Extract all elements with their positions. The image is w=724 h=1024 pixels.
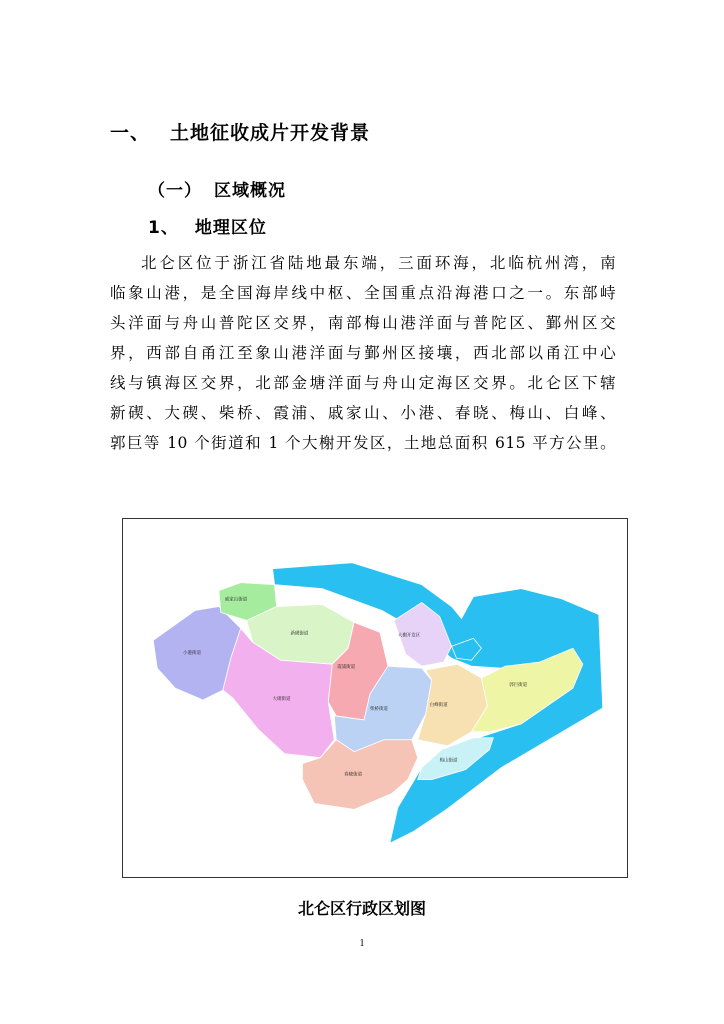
label-qijiashan: 戚家山街道 <box>224 597 248 603</box>
label-baifeng: 白峰街道 <box>429 702 448 708</box>
label-xiaogang: 小港街道 <box>183 651 201 657</box>
subsection-title: 区域概况 <box>214 181 286 201</box>
district-map-svg <box>123 519 627 877</box>
subsection-heading <box>148 176 286 201</box>
paragraph-line: 北仑区位于浙江省陆地最东端，三面环海，北临杭州湾，南 <box>141 254 616 272</box>
label-meishan: 梅山街道 <box>439 758 458 764</box>
label-daqi: 大碶街道 <box>272 696 291 702</box>
subsection-number: （一） <box>148 181 202 201</box>
paragraph-line: 头洋面与舟山普陀区交界，南部梅山港洋面与普陀区、鄞州区交 <box>110 314 616 332</box>
body-paragraph <box>110 248 616 458</box>
label-daxie: 大榭开发区 <box>397 633 421 639</box>
label-guju: 郭巨街道 <box>509 683 528 689</box>
paragraph-line: 临象山港，是全国海岸线中枢、全国重点沿海港口之一。东部峙 <box>110 284 616 302</box>
label-chunxiao: 春晓街道 <box>344 772 363 778</box>
subsubsection-title: 地理区位 <box>194 218 267 238</box>
label-chaiqiao: 柴桥街道 <box>370 706 388 712</box>
paragraph-line: 新碶、大碶、柴桥、霞浦、戚家山、小港、春晓、梅山、白峰、 <box>110 404 616 422</box>
subsubsection-heading <box>148 213 267 238</box>
paragraph-line: 线与镇海区交界，北部金塘洋面与舟山定海区交界。北仑区下辖 <box>110 374 616 392</box>
section-heading <box>110 118 370 145</box>
label-xinqi: 新碶街道 <box>290 631 309 637</box>
paragraph-line: 郭巨等 10 个街道和 1 个大榭开发区，土地总面积 615 平方公里。 <box>110 434 616 452</box>
page-number: 1 <box>359 938 365 949</box>
map-caption: 北仑区行政区划图 <box>297 899 426 918</box>
label-xiapu: 霞浦街道 <box>337 665 356 671</box>
section-number: 一、 <box>110 122 151 144</box>
subsubsection-number: 1、 <box>148 218 179 238</box>
district-map <box>122 518 628 878</box>
section-title: 土地征收成片开发背景 <box>170 122 371 144</box>
paragraph-line: 界，西部自甬江至象山港洋面与鄞州区接壤，西北部以甬江中心 <box>110 344 616 362</box>
